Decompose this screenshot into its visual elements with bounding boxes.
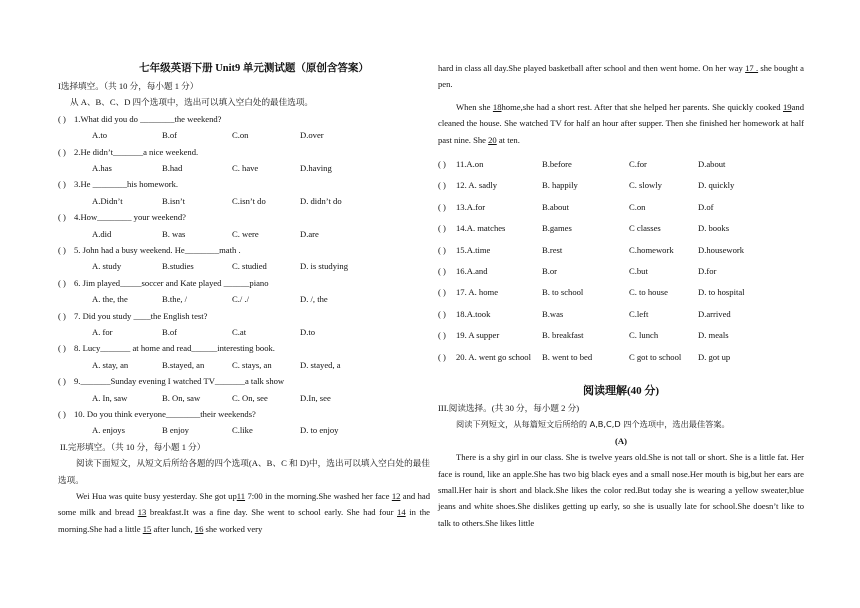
option-c: C. have	[232, 163, 259, 174]
reading-heading: III.阅读选择。(共 30 分，每小题 2 分)	[438, 402, 580, 413]
option-c: C. to house	[629, 287, 668, 298]
option-a: 13.A.for	[456, 201, 486, 212]
cloze-question-15	[438, 240, 804, 261]
page-title: 七年级英语下册 Unit9 单元测试题（原创含答案）	[139, 63, 369, 74]
section1-instruction: 从 A、B、C、D 四个选项中，选出可以填入空白处的最佳选项。	[70, 97, 314, 108]
option-d: D.over	[300, 130, 324, 141]
option-d: D.housework	[698, 244, 745, 255]
question-options	[58, 390, 430, 406]
question-2	[58, 144, 430, 160]
question-stem: 10. Do you think everyone________their weekends?	[74, 408, 256, 419]
cloze-passage-left: Wei Hua was quite busy yesterday. She got up11 7:00 in the morning.She washed her face 12 and had some milk and bread 13 breakfast.It was a fine day. She went to school early. She had four 14 in the morning.She had a little 15 after lunch, 16 she worked very	[58, 491, 430, 534]
option-c: C.on	[232, 130, 249, 141]
option-d: D. books	[698, 223, 730, 234]
option-d: D.for	[698, 265, 717, 276]
option-b: B.stayed, an	[162, 359, 205, 370]
question-options	[58, 291, 430, 307]
option-b: B. happily	[542, 180, 578, 191]
question-options	[58, 160, 430, 176]
option-c: C.but	[629, 265, 648, 276]
option-a: 19. A supper	[456, 330, 500, 341]
option-a: A.to	[92, 130, 108, 141]
option-c: C.like	[232, 425, 253, 436]
option-d: D.to	[300, 327, 316, 337]
option-d: D. /, the	[300, 294, 328, 305]
question-options	[58, 324, 430, 340]
answer-parentheses[interactable]: ( )	[438, 265, 446, 276]
answer-parentheses[interactable]: ( )	[58, 277, 66, 288]
question-stem: 1.What did you do ________the weekend?	[74, 113, 222, 124]
cloze-question-14	[438, 218, 804, 239]
answer-parentheses[interactable]: ( )	[58, 310, 66, 321]
cloze-question-19	[438, 325, 804, 346]
option-a: 12. A. sadly	[456, 180, 498, 191]
question-stem: 7. Did you study ____the English test?	[74, 310, 208, 321]
option-a: 11.A.on	[456, 159, 484, 170]
cloze-question-11	[438, 154, 804, 175]
option-b: B.about	[542, 201, 569, 212]
answer-parentheses[interactable]: ( )	[58, 245, 66, 255]
cloze-question-17	[438, 282, 804, 303]
question-stem: 2.He didn’t_______a nice weekend.	[74, 146, 199, 157]
option-b: B.studies	[162, 261, 194, 272]
question-1	[58, 111, 430, 127]
cloze-question-16	[438, 261, 804, 282]
option-a: 16.A.and	[456, 265, 488, 276]
option-a: A.did	[92, 228, 112, 239]
option-a: 20. A. went go school	[456, 351, 531, 362]
option-a: A. study	[92, 261, 122, 272]
cloze-question-18	[438, 304, 804, 325]
option-a: 18.A.took	[456, 308, 491, 319]
option-d: D.In, see	[300, 392, 331, 403]
option-c: C. were	[232, 228, 259, 239]
answer-parentheses[interactable]: ( )	[438, 223, 446, 234]
option-b: B.was	[542, 308, 564, 319]
answer-parentheses[interactable]: ( )	[438, 244, 446, 255]
question-5	[58, 242, 430, 258]
cloze-passage-right-b: When she 18home,she had a short rest. After that she helped her parents. She quickly cooked 19and cleaned the house. She watched TV for half an hour after supper. Then she finished her homework at half past nine. She 20 at ten.	[438, 101, 804, 145]
option-a: 15.A.time	[456, 244, 491, 255]
answer-parentheses[interactable]: ( )	[438, 330, 446, 341]
option-d: D. meals	[698, 330, 729, 341]
cloze-question-20	[438, 347, 804, 368]
answer-parentheses[interactable]: ( )	[58, 212, 66, 223]
option-b: B. went to bed	[542, 351, 593, 362]
question-6	[58, 275, 430, 291]
section1-questions	[58, 111, 430, 439]
option-d: D. to hospital	[698, 287, 745, 298]
option-d: D. stayed, a	[300, 359, 341, 370]
question-7	[58, 308, 430, 324]
option-c: C.at	[232, 327, 247, 337]
answer-parentheses[interactable]: ( )	[438, 351, 446, 362]
cloze-question-12	[438, 175, 804, 196]
option-b: B.of	[162, 327, 178, 337]
question-stem: 6. Jim played_____soccer and Kate played ______piano	[74, 277, 269, 288]
answer-parentheses[interactable]: ( )	[58, 343, 66, 354]
option-b: B.the, /	[162, 294, 188, 305]
option-b: B. breakfast	[542, 330, 584, 341]
section2-heading: II.完形填空。（共 10 分，每小题 1 分）	[60, 441, 206, 452]
option-d: D. to enjoy	[300, 425, 339, 436]
option-b: B.before	[542, 159, 572, 170]
answer-parentheses[interactable]: ( )	[438, 180, 446, 191]
option-c: C. stays, an	[232, 359, 272, 370]
option-d: D. got up	[698, 351, 731, 362]
option-b: B. was	[162, 228, 186, 239]
question-3	[58, 176, 430, 192]
option-b: B.isn’t	[162, 195, 186, 206]
cloze-question-13	[438, 197, 804, 218]
option-c: C. slowly	[629, 180, 662, 191]
option-d: D.having	[300, 163, 332, 174]
option-d: D. is studying	[300, 261, 348, 272]
question-10	[58, 406, 430, 422]
answer-parentheses[interactable]: ( )	[58, 179, 66, 190]
answer-parentheses[interactable]: ( )	[438, 201, 446, 212]
option-a: A. stay, an	[92, 359, 129, 370]
cloze-questions	[438, 154, 804, 368]
option-c: C. On, see	[232, 392, 268, 403]
option-b: B. On, saw	[162, 392, 201, 403]
option-c: C.left	[629, 308, 649, 319]
option-d: D.of	[698, 201, 714, 212]
option-b: B.rest	[542, 244, 563, 255]
question-options	[58, 357, 430, 373]
option-a: A.Didn’t	[92, 195, 123, 206]
section1-heading: I选择填空。（共 10 分，每小题 1 分）	[58, 81, 199, 91]
question-4	[58, 209, 430, 225]
option-d: D.about	[698, 159, 726, 170]
answer-parentheses[interactable]: ( )	[58, 376, 66, 387]
option-b: B.of	[162, 130, 178, 141]
option-c: C./ ./	[232, 294, 249, 305]
question-8	[58, 340, 430, 356]
option-c: C.for	[629, 159, 647, 170]
option-a: A. the, the	[92, 294, 128, 305]
answer-parentheses[interactable]: ( )	[438, 287, 446, 298]
option-a: 17. A. home	[456, 287, 499, 298]
option-a: A.has	[92, 163, 112, 174]
question-options	[58, 258, 430, 274]
option-b: B. to school	[542, 287, 584, 298]
option-b: B enjoy	[162, 425, 189, 436]
option-c: C. studied	[232, 261, 267, 272]
option-c: C.isn’t do	[232, 195, 266, 206]
question-stem: 3.He ________his homework.	[74, 179, 179, 190]
question-options	[58, 193, 430, 209]
option-c: C classes	[629, 223, 661, 234]
reading-part-label: (A)	[615, 435, 627, 446]
reading-instruction: 阅读下列短文，从每篇短文后所给的 A,B,C,D 四个选项中，选出最佳答案。	[456, 419, 730, 430]
answer-parentheses[interactable]: ( )	[438, 159, 446, 170]
question-9	[58, 373, 430, 389]
option-c: C got to school	[629, 351, 682, 362]
question-options	[58, 422, 430, 438]
answer-parentheses[interactable]: ( )	[58, 408, 66, 419]
option-d: D.are	[300, 228, 319, 239]
question-stem: 5. John had a busy weekend. He________math .	[74, 245, 241, 255]
option-c: C. lunch	[629, 330, 659, 341]
option-a: A. In, saw	[92, 392, 128, 403]
option-c: C.on	[629, 201, 646, 212]
option-d: D.arrived	[698, 308, 731, 319]
reading-passage: There is a shy girl in our class. She is twelve years old.She is not tall or short. She is a little fat. Her face is round, like an apple.She has two big black eyes and a small nose.Her mouth is big,but her ears are small.Her hair is short and black.She likes the color red.But today she is wearing a yellow sweater,blue jeans and white shoes.She dislikes getting up early, so she is usually late for school.She doesn’t like to talk to others.She likes little	[438, 452, 804, 528]
answer-parentheses[interactable]: ( )	[58, 146, 66, 157]
cloze-passage-right-a: hard in class all day.She played basketball after school and then went home. On her way 17 . she bought a pen.	[438, 63, 804, 90]
question-stem: 8. Lucy_______ at home and read______interesting book.	[74, 343, 275, 354]
reading-title: 阅读理解(40 分)	[582, 384, 660, 397]
option-a: A. enjoys	[92, 425, 125, 436]
option-d: D. quickly	[698, 180, 735, 191]
answer-parentheses[interactable]: ( )	[58, 113, 66, 124]
answer-parentheses[interactable]: ( )	[438, 308, 446, 319]
question-options	[58, 226, 430, 242]
question-options	[58, 127, 430, 143]
option-c: C.homework	[629, 244, 674, 255]
left-column	[58, 60, 430, 537]
section2-instruction: 阅读下面短文，从短文后所给各题的四个选项(A、B、C 和 D)中，选出可以填入空白处的最佳选项。	[58, 458, 430, 485]
option-a: 14.A. matches	[456, 223, 506, 234]
question-stem: 4.How________ your weekend?	[74, 212, 186, 223]
question-stem: 9._______Sunday evening I watched TV_______a talk show	[74, 376, 285, 387]
option-a: A. for	[92, 327, 113, 337]
option-b: B.or	[542, 265, 558, 276]
right-column	[438, 60, 804, 531]
option-d: D. didn’t do	[300, 195, 342, 206]
option-b: B.games	[542, 223, 572, 234]
option-b: B.had	[162, 163, 183, 174]
